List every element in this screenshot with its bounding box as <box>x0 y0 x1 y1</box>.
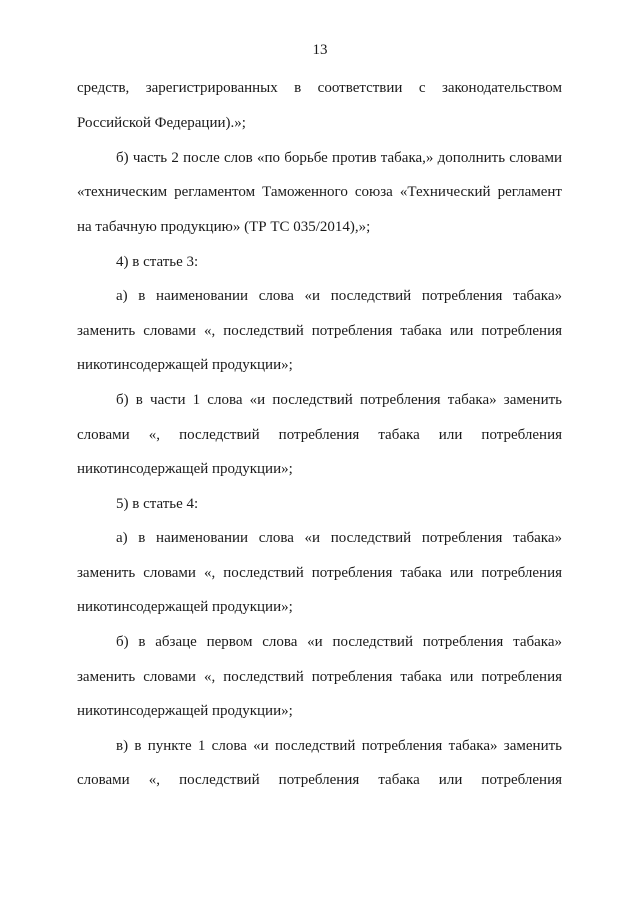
text-line: словами «, последствий потребления табака или потребления <box>77 772 562 788</box>
text-line: «техническим регламентом Таможенного союза «Технический регламент <box>77 184 562 200</box>
text-line: 5) в статье 4: <box>116 496 199 512</box>
text-line: средств, зарегистрированных в соответствии с законодательством <box>77 80 562 96</box>
text-line: на табачную продукцию» (ТР ТС 035/2014),»; <box>77 219 371 235</box>
text-line: Российской Федерации).»; <box>77 115 246 131</box>
text-line: а) в наименовании слова «и последствий потребления табака» <box>116 530 562 546</box>
text-line: никотинсодержащей продукции»; <box>77 357 293 373</box>
text-line: словами «, последствий потребления табака или потребления <box>77 427 562 443</box>
text-line: никотинсодержащей продукции»; <box>77 703 293 719</box>
text-line: никотинсодержащей продукции»; <box>77 461 293 477</box>
text-line: в) в пункте 1 слова «и последствий потребления табака» заменить <box>116 738 562 754</box>
text-line: заменить словами «, последствий потребления табака или потребления <box>77 565 562 581</box>
text-line: а) в наименовании слова «и последствий потребления табака» <box>116 288 562 304</box>
text-line: б) в абзаце первом слова «и последствий потребления табака» <box>116 634 562 650</box>
text-line: б) часть 2 после слов «по борьбе против табака,» дополнить словами <box>116 150 562 166</box>
text-line: заменить словами «, последствий потребления табака или потребления <box>77 669 562 685</box>
text-line: никотинсодержащей продукции»; <box>77 599 293 615</box>
page-number: 13 <box>312 42 328 58</box>
text-line: б) в части 1 слова «и последствий потребления табака» заменить <box>116 392 562 408</box>
text-line: 4) в статье 3: <box>116 254 199 270</box>
text-line: заменить словами «, последствий потребления табака или потребления <box>77 323 562 339</box>
